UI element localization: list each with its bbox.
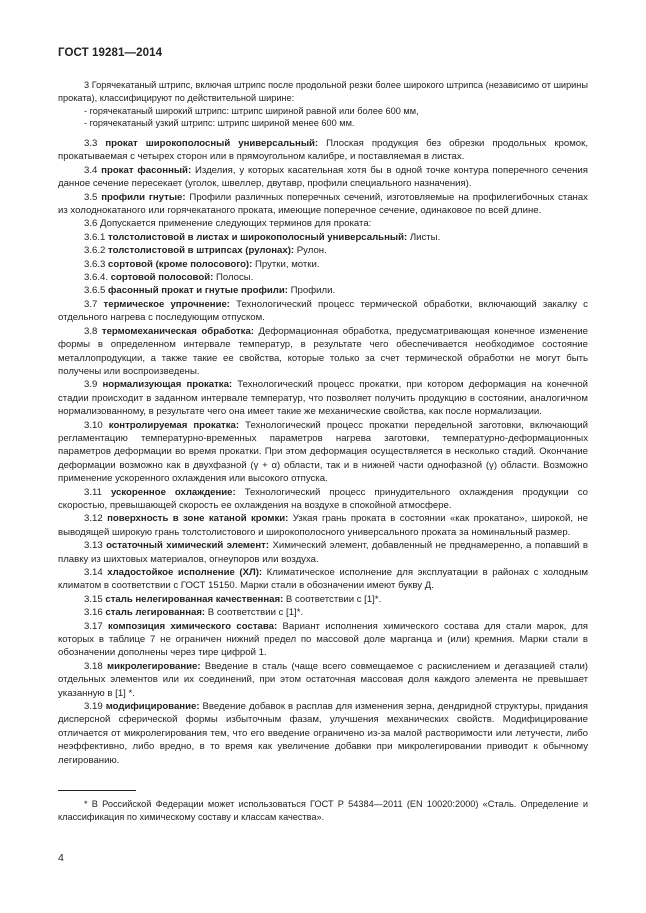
term-paragraph [58, 325, 588, 379]
term-name: остаточный химический элемент: [106, 540, 270, 552]
term-name: сортовой полосовой: [110, 272, 214, 284]
term-number: 3.17 [84, 620, 103, 632]
term-name: фасонный прокат и гнутые профили: [108, 285, 288, 297]
term-number: 3.13 [84, 540, 103, 552]
term-paragraph [58, 298, 588, 325]
term-definition: Изделия, у которых касательная хотя бы в одной точке контура поперечного сечения данное сечение пересекает (уголок, швеллер, двутавр, профили специального назначения). [58, 164, 588, 190]
term-number: 3.19 [84, 701, 103, 713]
term-number: 3.8 [84, 325, 98, 337]
term-definition: Технологический процесс принудительного охлаждения продукции со скоростью, превышающей скорость ее охлаждения на воздухе в спокойной атмосфере. [58, 486, 588, 511]
term-number: 3.12 [84, 513, 103, 525]
term-definition: Деформационная обработка, предусматривающая конечное изменение формы в определенном интервале температур, в результате чего обеспечивается необходимое состояние металлопродукции, а также такие ее свойства, которые только за счет термической обработки не могут быть получены или воспроизведены. [58, 325, 588, 377]
footnote-text: * В Российской Федерации может использоваться ГОСТ Р 54384—2011 (EN 10020:2000) «Сталь. Определение и классификация по химическому составу и классам качества». [58, 799, 588, 822]
term-name: толстолистовой в штрипсах (рулонах): [108, 245, 295, 257]
classification-note [58, 79, 588, 130]
term-paragraph [58, 244, 588, 257]
term-definition: Вариант исполнения химического состава для стали марок, для которых в таблице 7 не ограничен нижний предел по массовой доле марганца и (или) кремния. Марки стали в обозначении дополнены через тире цифрой 1. [58, 620, 588, 659]
term-name: профили гнутые: [101, 191, 186, 203]
term-paragraph [58, 419, 588, 486]
term-paragraph [58, 539, 588, 566]
term-paragraph [58, 378, 588, 418]
term-paragraph [58, 512, 588, 539]
term-definition: Технологический процесс термической обработки, включающий закалку с отдельного нагрева с последующим отпуском. [58, 298, 588, 324]
term-definition: Химический элемент, добавленный не преднамеренно, а попавший в плавку из шихтовых материалов, огнеупоров или воздуха. [58, 540, 588, 565]
term-name: нормализующая прокатка: [102, 379, 233, 391]
term-definition: Прутки, мотки. [252, 258, 320, 270]
term-definition: Плоская продукция без обрезки продольных кромок, прокатываемая с четырех сторон или в прямоугольном калибре, и поставляемая в листах. [58, 138, 589, 163]
term-name: поверхность в зоне катаной кромки: [107, 513, 289, 525]
term-number: 3.11 [84, 486, 102, 498]
term-number: 3.10 [84, 419, 103, 431]
term-number: 3.14 [84, 567, 103, 578]
term-name: сталь легированная: [105, 607, 206, 619]
term-number: 3.15 [84, 593, 103, 605]
term-paragraph [58, 284, 588, 297]
note-item: - горячекатаный узкий штрипс: штрипс шириной менее 600 мм. [84, 118, 355, 129]
term-paragraph [58, 593, 588, 606]
note-paragraph: 3 Горячекатаный штрипс, включая штрипс после продольной резки более широкого штрипса (независимо от ширины проката), классифицируют по действительной ширине: [58, 80, 588, 103]
term-definition: В соответствии с [1]*. [205, 607, 304, 619]
term-name: ускоренное охлаждение: [110, 486, 236, 498]
footnote [58, 798, 588, 824]
term-paragraph [58, 191, 588, 218]
term-name: термомеханическая обработка: [101, 325, 254, 337]
term-name: сортовой (кроме полосового): [108, 258, 253, 270]
term-name: термическое упрочнение: [103, 298, 230, 310]
term-number: 3.6.5 [84, 285, 106, 297]
term-paragraph [58, 217, 588, 230]
term-definition: В соответствии с [1]*. [283, 593, 382, 605]
term-paragraph [58, 486, 588, 513]
term-paragraph [58, 620, 588, 660]
term-name: хладостойкое исполнение (ХЛ): [107, 567, 263, 578]
term-definition: Профили. [288, 285, 336, 297]
term-name: модифицирование: [105, 701, 200, 713]
term-paragraph [58, 566, 588, 593]
term-definition: Листы. [407, 231, 441, 243]
term-paragraph [58, 700, 588, 767]
term-number: 3.18 [84, 660, 103, 672]
page-header-title: ГОСТ 19281—2014 [58, 47, 163, 59]
term-definition: Технологический процесс прокатки передельной заготовки, включающий регламентацию температурно-временных параметров нагрева заготовки, температурно-деформационных параметров деформации во время прокатки. При этом деформация осуществляется в несколько стадий. Окончание деформации возможно как в двухфазной (γ + α) области, так и в нижней части однофазной (γ) области. Возможно применение ускоренного охлаждения или высокого отпуска. [58, 419, 589, 485]
term-name: толстолистовой в листах и широкополосный универсальный: [108, 231, 408, 243]
term-number: 3.6.3 [84, 258, 106, 270]
term-definition: Профили различных поперечных сечений, изготовляемые на профилегибочных станах из холоднокатаного или горячекатаного проката, имеющие поперечное сечение, одинаковое по всей длине. [58, 191, 588, 217]
page-number: 4 [58, 852, 64, 864]
term-number: 3.5 [84, 191, 98, 203]
term-name: прокат фасонный: [101, 164, 192, 176]
term-definition: Введение в сталь (чаще всего совмещаемое с раскислением и дегазацией стали) отдельных элементов или их соединений, при этом остаточная массовая доля каждого элемента не превышает указанную в [1] *. [58, 660, 588, 699]
term-name: композиция химического состава: [108, 620, 278, 632]
term-paragraph [58, 660, 588, 700]
term-paragraph [58, 606, 588, 619]
term-number: 3.6.2 [84, 245, 106, 257]
term-definition: Рулон. [294, 245, 327, 257]
term-name: контролируемая прокатка: [108, 419, 240, 431]
term-number: 3.4 [84, 164, 98, 176]
term-definition: Узкая грань проката в состоянии «как прокатано», широкой, не выводящей широкую грань толстолистового и широкополосного универсального проката за номинальный размер. [58, 513, 589, 538]
term-number: 3.6.1 [84, 231, 106, 243]
term-paragraph [58, 164, 588, 191]
term-number: 3.7 [84, 298, 98, 310]
term-definition: Полосы. [213, 272, 254, 284]
term-definition: Технологический процесс прокатки, при котором деформация на конечной стадии происходит в заданном интервале температур, что позволяет получить продукцию в состоянии, аналогичном нормализованному, в результате чего она имеет такие же механические свойства, как после нормализации. [58, 379, 588, 418]
term-name: сталь нелегированная качественная: [105, 593, 284, 605]
footnote-divider [58, 790, 136, 791]
term-number: 3.9 [84, 379, 98, 391]
term-paragraph [58, 231, 588, 244]
note-item: - горячекатаный широкий штрипс: штрипс шириной равной или более 600 мм, [84, 105, 419, 116]
term-number: 3.3 [84, 138, 98, 149]
terms-body [58, 137, 588, 767]
term-number: 3.16 [84, 607, 103, 619]
term-name: прокат широкополосный универсальный: [105, 138, 319, 149]
term-number: 3.6.4. [84, 272, 109, 284]
term-definition: Введение добавок в расплав для изменения зерна, дендридной структуры, придания дисперсной сферической формы избыточным фазам, улучшения механических свойств. Модифицирование отличается от микролегирования тем, что его введение ограничено из-за малой растворимости или летучести, либо неэффективно, либо вредно, в то время как увеличение добавки при микролегировании приводит к обычному легированию. [58, 701, 588, 766]
term-definition: Допускается применение следующих терминов для проката: [100, 218, 372, 230]
term-paragraph [58, 137, 588, 164]
term-definition: Климатическое исполнение для эксплуатации в районах с холодным климатом в соответствии с ГОСТ 15150. Марки стали в обозначении имеют букву Д. [58, 567, 588, 592]
term-paragraph [58, 271, 588, 284]
term-paragraph [58, 258, 588, 271]
term-name: микролегирование: [107, 660, 201, 672]
term-number: 3.6 [84, 218, 98, 230]
